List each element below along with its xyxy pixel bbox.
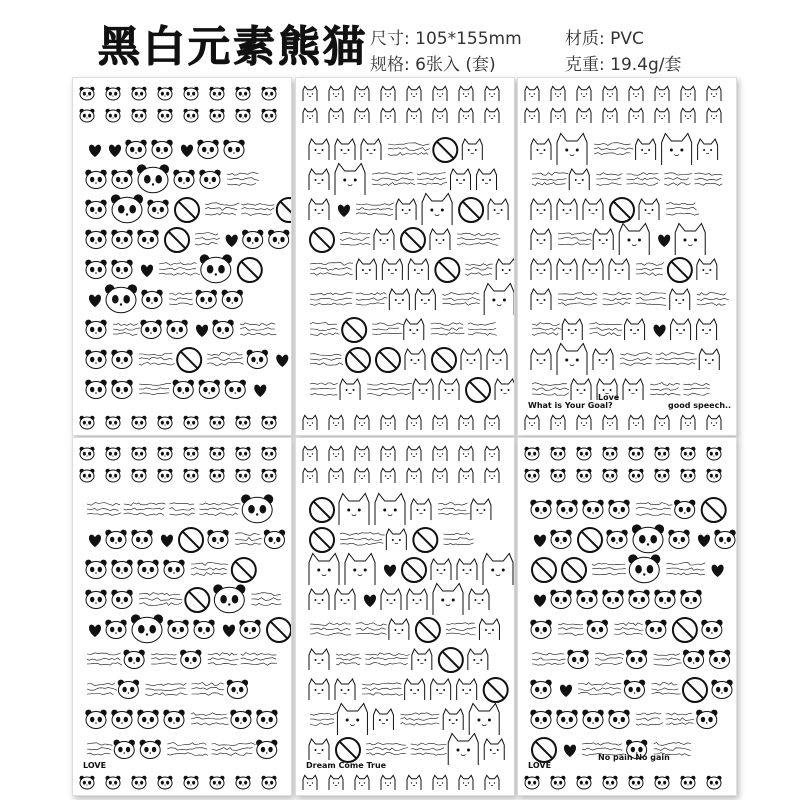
sticker-doodles bbox=[296, 78, 514, 435]
sticker-sheet-1 bbox=[72, 77, 292, 436]
product-header bbox=[0, 0, 800, 78]
sticker-caption: LOVE bbox=[83, 761, 107, 770]
material-spec: 材质: PVC bbox=[565, 29, 644, 49]
sticker-caption: good speech.. bbox=[668, 401, 732, 410]
pack-spec: 规格: 6张入 (套) bbox=[370, 55, 496, 75]
sticker-sheet-6 bbox=[517, 437, 737, 796]
sticker-caption: Love bbox=[598, 393, 620, 402]
sticker-caption: LOVE bbox=[528, 761, 552, 770]
sticker-doodles bbox=[518, 438, 736, 795]
sticker-doodles bbox=[73, 438, 291, 795]
sticker-caption: No pain No gain bbox=[598, 753, 670, 762]
sticker-sheet-5 bbox=[295, 437, 515, 796]
sticker-sheet-3 bbox=[517, 77, 737, 436]
size-spec: 尺寸: 105*155mm bbox=[370, 29, 522, 49]
sticker-sheet-4 bbox=[72, 437, 292, 796]
weight-spec: 克重: 19.4g/套 bbox=[565, 55, 682, 75]
sticker-doodles bbox=[518, 78, 736, 435]
sticker-doodles bbox=[296, 438, 514, 795]
product-title: 黑白元素熊猫 bbox=[98, 22, 369, 71]
sticker-caption: What is Your Goal? bbox=[528, 401, 613, 410]
sticker-caption: Dream Come True bbox=[306, 761, 387, 770]
sticker-sheet-2 bbox=[295, 77, 515, 436]
sticker-doodles bbox=[73, 78, 291, 435]
